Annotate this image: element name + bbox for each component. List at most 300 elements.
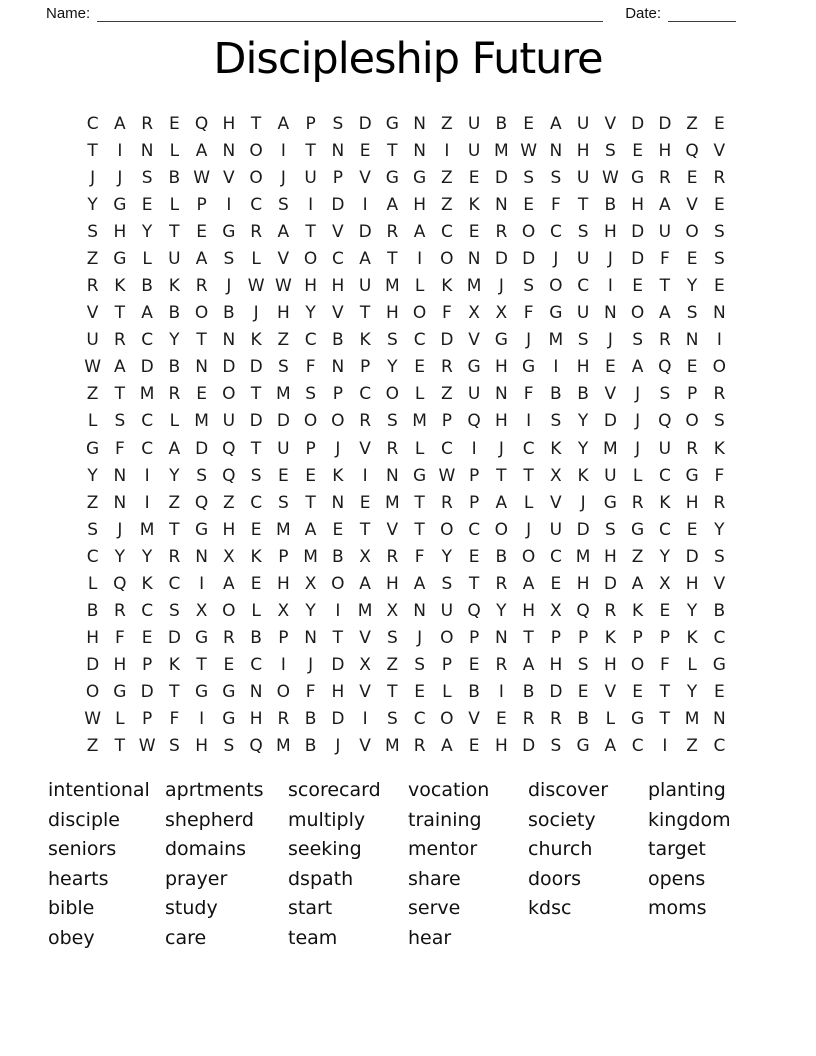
- grid-cell-r8-c22: A: [659, 303, 671, 324]
- grid-cell-r12-c20: D: [603, 411, 617, 432]
- grid-cell-r10-c14: R: [440, 357, 453, 378]
- grid-cell-r2-c1: T: [87, 140, 98, 161]
- grid-cell-r19-c5: X: [195, 601, 208, 622]
- grid-cell-r2-c16: M: [494, 140, 509, 161]
- grid-cell-r13-c10: J: [335, 438, 341, 459]
- grid-cell-r11-c9: S: [305, 384, 317, 405]
- grid-cell-r3-c10: P: [332, 167, 343, 188]
- grid-cell-r20-c9: N: [304, 628, 317, 649]
- grid-cell-r1-c2: A: [114, 113, 126, 134]
- grid-cell-r5-c4: T: [169, 221, 180, 242]
- grid-cell-r11-c7: T: [250, 384, 262, 405]
- grid-cell-r2-c2: I: [117, 140, 123, 161]
- grid-cell-r2-c4: L: [169, 140, 180, 161]
- grid-cell-r14-c5: S: [196, 465, 208, 486]
- grid-cell-r17-c21: Z: [631, 546, 644, 567]
- grid-cell-r1-c1: C: [86, 113, 99, 134]
- grid-cell-r14-c18: X: [550, 465, 562, 486]
- grid-cell-r24-c5: H: [195, 736, 209, 757]
- grid-cell-r19-c9: Y: [305, 601, 316, 622]
- header-row: [46, 4, 736, 22]
- grid-cell-r16-c17: J: [526, 519, 532, 540]
- grid-cell-r23-c9: B: [304, 709, 317, 730]
- name-blank-line: [97, 6, 603, 22]
- grid-cell-r14-c3: I: [144, 465, 150, 486]
- grid-cell-r6-c23: E: [686, 248, 698, 269]
- grid-cell-r15-c6: Z: [223, 492, 235, 513]
- grid-cell-r16-c21: G: [631, 519, 645, 540]
- grid-cell-r24-c9: B: [304, 736, 317, 757]
- grid-cell-r11-c14: Z: [441, 384, 453, 405]
- grid-cell-r6-c9: O: [303, 248, 318, 269]
- grid-cell-r18-c10: O: [331, 573, 345, 594]
- grid-cell-r2-c13: N: [413, 140, 426, 161]
- grid-cell-r16-c1: S: [87, 519, 99, 540]
- grid-cell-r21-c7: C: [250, 655, 263, 676]
- grid-cell-r15-c1: Z: [86, 492, 99, 513]
- grid-cell-r22-c10: H: [331, 682, 345, 703]
- grid-cell-r3-c7: O: [249, 167, 263, 188]
- grid-cell-r14-c11: I: [362, 465, 368, 486]
- grid-cell-r12-c12: S: [386, 411, 398, 432]
- grid-cell-r17-c1: C: [86, 546, 99, 567]
- grid-cell-r7-c14: K: [441, 276, 453, 297]
- grid-cell-r13-c1: G: [86, 438, 100, 459]
- grid-cell-r1-c5: Q: [194, 113, 209, 134]
- grid-cell-r12-c17: I: [526, 411, 532, 432]
- grid-cell-r4-c15: K: [468, 194, 480, 215]
- grid-cell-r4-c10: D: [331, 194, 345, 215]
- grid-cell-r3-c20: W: [601, 167, 619, 188]
- word-team: team: [288, 926, 338, 949]
- grid-cell-r11-c12: O: [385, 384, 400, 405]
- grid-cell-r6-c4: U: [168, 248, 181, 269]
- grid-cell-r13-c9: P: [305, 438, 316, 459]
- grid-cell-r3-c4: B: [168, 167, 181, 188]
- grid-cell-r24-c24: C: [713, 736, 726, 757]
- grid-cell-r11-c8: M: [276, 384, 291, 405]
- grid-cell-r3-c22: R: [658, 167, 671, 188]
- grid-cell-r22-c18: D: [549, 682, 563, 703]
- grid-cell-r15-c18: V: [550, 492, 562, 513]
- grid-cell-r24-c8: M: [276, 736, 291, 757]
- grid-cell-r21-c19: S: [577, 655, 589, 676]
- grid-cell-r8-c21: O: [630, 303, 645, 324]
- grid-cell-r10-c13: E: [414, 357, 425, 378]
- grid-cell-r18-c2: Q: [113, 573, 127, 594]
- grid-cell-r20-c21: P: [632, 628, 643, 649]
- grid-cell-r21-c1: D: [86, 655, 100, 676]
- grid-cell-r14-c23: G: [685, 465, 699, 486]
- grid-cell-r24-c13: R: [413, 736, 426, 757]
- grid-cell-r24-c1: Z: [86, 736, 99, 757]
- letter-grid: [79, 110, 733, 760]
- grid-cell-r18-c9: X: [304, 573, 317, 594]
- grid-cell-r11-c3: M: [139, 384, 155, 405]
- grid-cell-r1-c7: T: [250, 113, 262, 134]
- word-bank-column-6: [648, 776, 768, 954]
- grid-cell-r5-c16: R: [495, 221, 508, 242]
- grid-cell-r6-c20: J: [607, 248, 613, 269]
- grid-cell-r6-c22: F: [659, 248, 670, 269]
- date-blank-line: [668, 6, 736, 22]
- grid-cell-r13-c11: V: [359, 438, 371, 459]
- grid-cell-r5-c21: D: [631, 221, 645, 242]
- grid-cell-r14-c6: Q: [222, 465, 236, 486]
- grid-cell-r8-c14: F: [441, 303, 452, 324]
- grid-cell-r17-c17: O: [521, 546, 536, 567]
- grid-cell-r21-c20: H: [603, 655, 617, 676]
- grid-cell-r23-c1: W: [84, 709, 102, 730]
- grid-cell-r22-c13: E: [414, 682, 425, 703]
- grid-cell-r22-c5: G: [195, 682, 209, 703]
- grid-cell-r23-c8: R: [277, 709, 290, 730]
- grid-cell-r20-c6: R: [222, 628, 235, 649]
- grid-cell-r22-c22: T: [659, 682, 671, 703]
- grid-cell-r9-c14: D: [440, 330, 454, 351]
- grid-cell-r19-c6: O: [222, 601, 236, 622]
- grid-cell-r10-c2: A: [114, 357, 126, 378]
- word-bank-column-5: [528, 776, 648, 954]
- grid-cell-r2-c7: O: [249, 140, 263, 161]
- grid-cell-r1-c11: D: [358, 113, 372, 134]
- grid-cell-r11-c6: O: [222, 384, 236, 405]
- grid-cell-r18-c22: X: [659, 573, 671, 594]
- word-domains: domains: [165, 838, 247, 861]
- grid-cell-r15-c19: J: [580, 492, 586, 513]
- grid-cell-r4-c8: S: [277, 194, 289, 215]
- grid-cell-r9-c16: G: [494, 330, 508, 351]
- grid-cell-r2-c12: T: [387, 140, 398, 161]
- grid-cell-r21-c4: K: [168, 655, 180, 676]
- grid-cell-r1-c21: D: [631, 113, 645, 134]
- grid-cell-r17-c18: C: [549, 546, 562, 567]
- grid-cell-r8-c23: S: [686, 303, 698, 324]
- grid-cell-r4-c7: C: [250, 194, 263, 215]
- grid-cell-r20-c14: O: [440, 628, 454, 649]
- word-seniors: seniors: [48, 838, 117, 861]
- grid-cell-r24-c6: S: [223, 736, 235, 757]
- grid-cell-r3-c1: J: [90, 167, 96, 188]
- grid-cell-r16-c12: V: [386, 519, 399, 540]
- grid-cell-r23-c2: L: [115, 709, 125, 730]
- grid-cell-r11-c16: N: [495, 384, 508, 405]
- word-bank-column-1: [48, 776, 165, 954]
- grid-cell-r7-c2: K: [114, 276, 126, 297]
- grid-cell-r16-c24: Y: [714, 519, 725, 540]
- grid-cell-r17-c19: M: [575, 546, 591, 567]
- grid-cell-r13-c23: R: [686, 438, 699, 459]
- grid-cell-r19-c8: X: [277, 601, 290, 622]
- grid-cell-r18-c14: S: [441, 573, 453, 594]
- grid-cell-r8-c24: N: [713, 303, 726, 324]
- grid-cell-r21-c23: L: [687, 655, 697, 676]
- grid-cell-r6-c10: C: [331, 248, 344, 269]
- grid-cell-r4-c3: E: [141, 194, 153, 215]
- grid-cell-r20-c3: E: [141, 628, 153, 649]
- grid-cell-r16-c3: M: [139, 519, 155, 540]
- grid-cell-r19-c1: B: [86, 601, 99, 622]
- word-target: target: [648, 838, 706, 861]
- grid-cell-r10-c24: O: [712, 357, 727, 378]
- grid-cell-r12-c9: O: [303, 411, 318, 432]
- grid-cell-r18-c7: E: [250, 573, 262, 594]
- grid-cell-r3-c13: G: [413, 167, 427, 188]
- grid-cell-r15-c7: C: [250, 492, 263, 513]
- grid-cell-r4-c22: A: [659, 194, 671, 215]
- grid-cell-r23-c3: P: [141, 709, 153, 730]
- grid-cell-r18-c16: R: [495, 573, 508, 594]
- grid-cell-r7-c3: B: [141, 276, 153, 297]
- grid-cell-r2-c3: N: [140, 140, 154, 161]
- word-scorecard: scorecard: [288, 779, 381, 801]
- grid-cell-r16-c7: E: [250, 519, 262, 540]
- grid-cell-r21-c13: S: [414, 655, 426, 676]
- grid-cell-r23-c19: B: [577, 709, 589, 730]
- grid-cell-r5-c3: Y: [141, 221, 153, 242]
- grid-cell-r5-c8: A: [277, 221, 290, 242]
- grid-cell-r20-c5: G: [195, 628, 209, 649]
- grid-cell-r16-c16: O: [494, 519, 509, 540]
- grid-cell-r13-c13: L: [414, 438, 425, 459]
- grid-cell-r19-c17: H: [522, 601, 536, 622]
- grid-cell-r23-c10: D: [331, 709, 345, 730]
- grid-cell-r10-c16: H: [494, 357, 508, 378]
- grid-cell-r11-c11: C: [359, 384, 372, 405]
- grid-cell-r8-c19: U: [576, 303, 590, 324]
- grid-cell-r5-c14: C: [440, 221, 453, 242]
- grid-cell-r9-c5: T: [196, 330, 207, 351]
- grid-cell-r20-c15: P: [468, 628, 480, 649]
- grid-cell-r21-c11: X: [359, 655, 371, 676]
- grid-cell-r8-c6: B: [223, 303, 235, 324]
- grid-cell-r22-c23: Y: [686, 682, 698, 703]
- grid-cell-r1-c6: H: [222, 113, 236, 134]
- grid-cell-r5-c10: V: [332, 221, 344, 242]
- grid-cell-r9-c18: M: [548, 330, 564, 351]
- grid-cell-r16-c22: C: [658, 519, 671, 540]
- grid-cell-r8-c9: Y: [305, 303, 316, 324]
- grid-cell-r8-c2: T: [114, 303, 126, 324]
- word-aprtments: aprtments: [165, 779, 264, 801]
- grid-cell-r9-c23: N: [685, 330, 699, 351]
- grid-cell-r18-c24: V: [713, 573, 726, 594]
- grid-cell-r10-c10: N: [331, 357, 345, 378]
- grid-cell-r6-c6: S: [223, 248, 235, 269]
- grid-cell-r24-c3: W: [138, 736, 156, 757]
- grid-cell-r13-c24: K: [713, 438, 725, 459]
- grid-cell-r22-c14: L: [442, 682, 452, 703]
- grid-cell-r12-c5: M: [194, 411, 209, 432]
- grid-cell-r13-c21: J: [635, 438, 641, 459]
- grid-cell-r24-c14: A: [441, 736, 453, 757]
- grid-cell-r6-c5: A: [195, 248, 208, 269]
- grid-cell-r17-c15: E: [468, 546, 480, 567]
- grid-cell-r21-c15: E: [468, 655, 480, 676]
- grid-cell-r6-c13: I: [417, 248, 423, 269]
- grid-cell-r2-c22: H: [658, 140, 672, 161]
- grid-cell-r19-c19: Q: [576, 601, 590, 622]
- grid-cell-r9-c8: Z: [277, 330, 290, 351]
- grid-cell-r20-c13: J: [417, 628, 423, 649]
- grid-cell-r6-c12: T: [387, 248, 398, 269]
- word-mentor: mentor: [408, 838, 478, 861]
- grid-cell-r1-c4: E: [169, 113, 180, 134]
- grid-cell-r16-c18: U: [549, 519, 563, 540]
- grid-cell-r19-c18: X: [550, 601, 562, 622]
- grid-cell-r7-c24: E: [714, 276, 725, 297]
- grid-cell-r14-c1: Y: [87, 465, 98, 486]
- grid-cell-r20-c2: F: [114, 628, 125, 649]
- name-label: Name:: [46, 5, 91, 22]
- word-seeking: seeking: [288, 838, 362, 861]
- grid-cell-r18-c6: A: [223, 573, 235, 594]
- grid-cell-r2-c17: W: [520, 140, 538, 161]
- grid-cell-r3-c3: S: [141, 167, 153, 188]
- grid-cell-r3-c21: G: [631, 167, 645, 188]
- grid-cell-r4-c12: A: [386, 194, 399, 215]
- grid-cell-r15-c22: K: [659, 492, 671, 513]
- grid-cell-r20-c10: T: [332, 628, 344, 649]
- grid-cell-r15-c20: G: [603, 492, 617, 513]
- grid-cell-r19-c3: C: [141, 601, 154, 622]
- grid-cell-r21-c3: P: [141, 655, 153, 676]
- grid-cell-r12-c10: O: [331, 411, 345, 432]
- grid-cell-r18-c11: A: [359, 573, 371, 594]
- grid-cell-r20-c23: K: [686, 628, 698, 649]
- grid-cell-r11-c4: R: [168, 384, 181, 405]
- grid-cell-r3-c2: J: [117, 167, 123, 188]
- grid-cell-r8-c11: T: [359, 303, 371, 324]
- grid-cell-r9-c1: U: [86, 330, 99, 351]
- grid-cell-r19-c24: B: [713, 601, 726, 622]
- grid-cell-r13-c15: I: [471, 438, 477, 459]
- grid-cell-r5-c2: H: [113, 221, 127, 242]
- grid-cell-r12-c13: M: [412, 411, 427, 432]
- grid-cell-r9-c4: Y: [169, 330, 180, 351]
- grid-cell-r8-c7: J: [253, 303, 259, 324]
- grid-cell-r7-c8: W: [274, 276, 292, 297]
- grid-cell-r4-c5: P: [196, 194, 207, 215]
- grid-cell-r15-c11: E: [359, 492, 371, 513]
- grid-cell-r6-c15: N: [467, 248, 481, 269]
- word-kdsc: kdsc: [528, 897, 572, 920]
- grid-cell-r17-c20: H: [603, 546, 617, 567]
- word-obey: obey: [48, 926, 95, 949]
- grid-cell-r10-c3: D: [140, 357, 154, 378]
- grid-cell-r23-c23: M: [684, 709, 700, 730]
- grid-cell-r14-c7: S: [250, 465, 262, 486]
- grid-cell-r2-c15: U: [467, 140, 481, 161]
- grid-cell-r10-c1: W: [84, 357, 102, 378]
- grid-cell-r13-c14: C: [440, 438, 453, 459]
- grid-cell-r24-c11: V: [359, 736, 371, 757]
- grid-cell-r1-c18: A: [550, 113, 562, 134]
- grid-cell-r22-c1: O: [85, 682, 100, 703]
- grid-cell-r23-c5: I: [199, 709, 205, 730]
- grid-cell-r24-c20: A: [604, 736, 617, 757]
- grid-cell-r7-c19: C: [577, 276, 590, 297]
- grid-cell-r2-c20: S: [604, 140, 616, 161]
- grid-cell-r17-c4: R: [168, 546, 181, 567]
- grid-cell-r8-c3: A: [141, 303, 153, 324]
- grid-cell-r8-c20: N: [604, 303, 617, 324]
- grid-cell-r10-c11: P: [359, 357, 371, 378]
- grid-cell-r8-c18: G: [549, 303, 563, 324]
- grid-cell-r15-c24: R: [713, 492, 726, 513]
- word-intentional: intentional: [48, 779, 150, 801]
- grid-cell-r12-c8: D: [276, 411, 290, 432]
- grid-cell-r4-c14: Z: [441, 194, 453, 215]
- grid-cell-r6-c21: D: [631, 248, 645, 269]
- grid-cell-r3-c5: W: [193, 167, 211, 188]
- grid-cell-r3-c14: Z: [441, 167, 453, 188]
- grid-cell-r12-c2: S: [114, 411, 126, 432]
- grid-cell-r5-c6: G: [222, 221, 236, 242]
- grid-cell-r10-c12: Y: [387, 357, 398, 378]
- grid-cell-r2-c19: H: [576, 140, 590, 161]
- grid-cell-r1-c24: E: [714, 113, 725, 134]
- grid-cell-r6-c17: D: [522, 248, 536, 269]
- grid-cell-r4-c2: G: [113, 194, 127, 215]
- grid-cell-r12-c14: P: [441, 411, 452, 432]
- grid-cell-r19-c23: Y: [686, 601, 698, 622]
- grid-cell-r17-c22: Y: [659, 546, 671, 567]
- grid-cell-r18-c23: H: [685, 573, 699, 594]
- grid-cell-r7-c7: W: [247, 276, 265, 297]
- grid-cell-r19-c14: U: [440, 601, 454, 622]
- grid-cell-r7-c20: I: [607, 276, 613, 297]
- grid-cell-r16-c19: D: [576, 519, 590, 540]
- grid-cell-r11-c22: S: [659, 384, 671, 405]
- grid-cell-r13-c5: D: [195, 438, 209, 459]
- grid-cell-r17-c23: D: [685, 546, 699, 567]
- grid-cell-r20-c12: S: [386, 628, 398, 649]
- word-doors: doors: [528, 867, 582, 890]
- grid-cell-r2-c10: N: [331, 140, 345, 161]
- grid-cell-r6-c11: A: [359, 248, 371, 269]
- grid-cell-r12-c6: U: [222, 411, 236, 432]
- grid-cell-r5-c1: S: [87, 221, 99, 242]
- grid-cell-r23-c13: C: [413, 709, 426, 730]
- grid-cell-r1-c20: V: [604, 113, 617, 134]
- grid-cell-r16-c4: T: [169, 519, 180, 540]
- grid-cell-r24-c22: I: [662, 736, 668, 757]
- grid-cell-r17-c11: X: [359, 546, 371, 567]
- grid-cell-r6-c24: S: [713, 248, 725, 269]
- grid-cell-r4-c13: H: [413, 194, 427, 215]
- grid-cell-r8-c16: X: [495, 303, 508, 324]
- grid-cell-r22-c9: F: [305, 682, 316, 703]
- grid-cell-r23-c22: T: [659, 709, 671, 730]
- word-disciple: disciple: [48, 808, 120, 831]
- grid-cell-r18-c5: I: [199, 573, 205, 594]
- grid-cell-r9-c13: C: [413, 330, 426, 351]
- grid-cell-r7-c18: O: [549, 276, 563, 297]
- grid-cell-r14-c13: G: [413, 465, 427, 486]
- grid-cell-r5-c15: E: [468, 221, 480, 242]
- grid-cell-r5-c22: U: [658, 221, 672, 242]
- grid-cell-r8-c8: H: [276, 303, 290, 324]
- grid-cell-r18-c4: C: [168, 573, 181, 594]
- grid-cell-r24-c15: E: [468, 736, 480, 757]
- grid-cell-r15-c16: A: [495, 492, 508, 513]
- grid-cell-r18-c19: H: [576, 573, 590, 594]
- grid-cell-r20-c4: D: [167, 628, 181, 649]
- grid-cell-r13-c7: T: [250, 438, 262, 459]
- grid-cell-r12-c19: Y: [577, 411, 589, 432]
- grid-cell-r14-c15: P: [468, 465, 480, 486]
